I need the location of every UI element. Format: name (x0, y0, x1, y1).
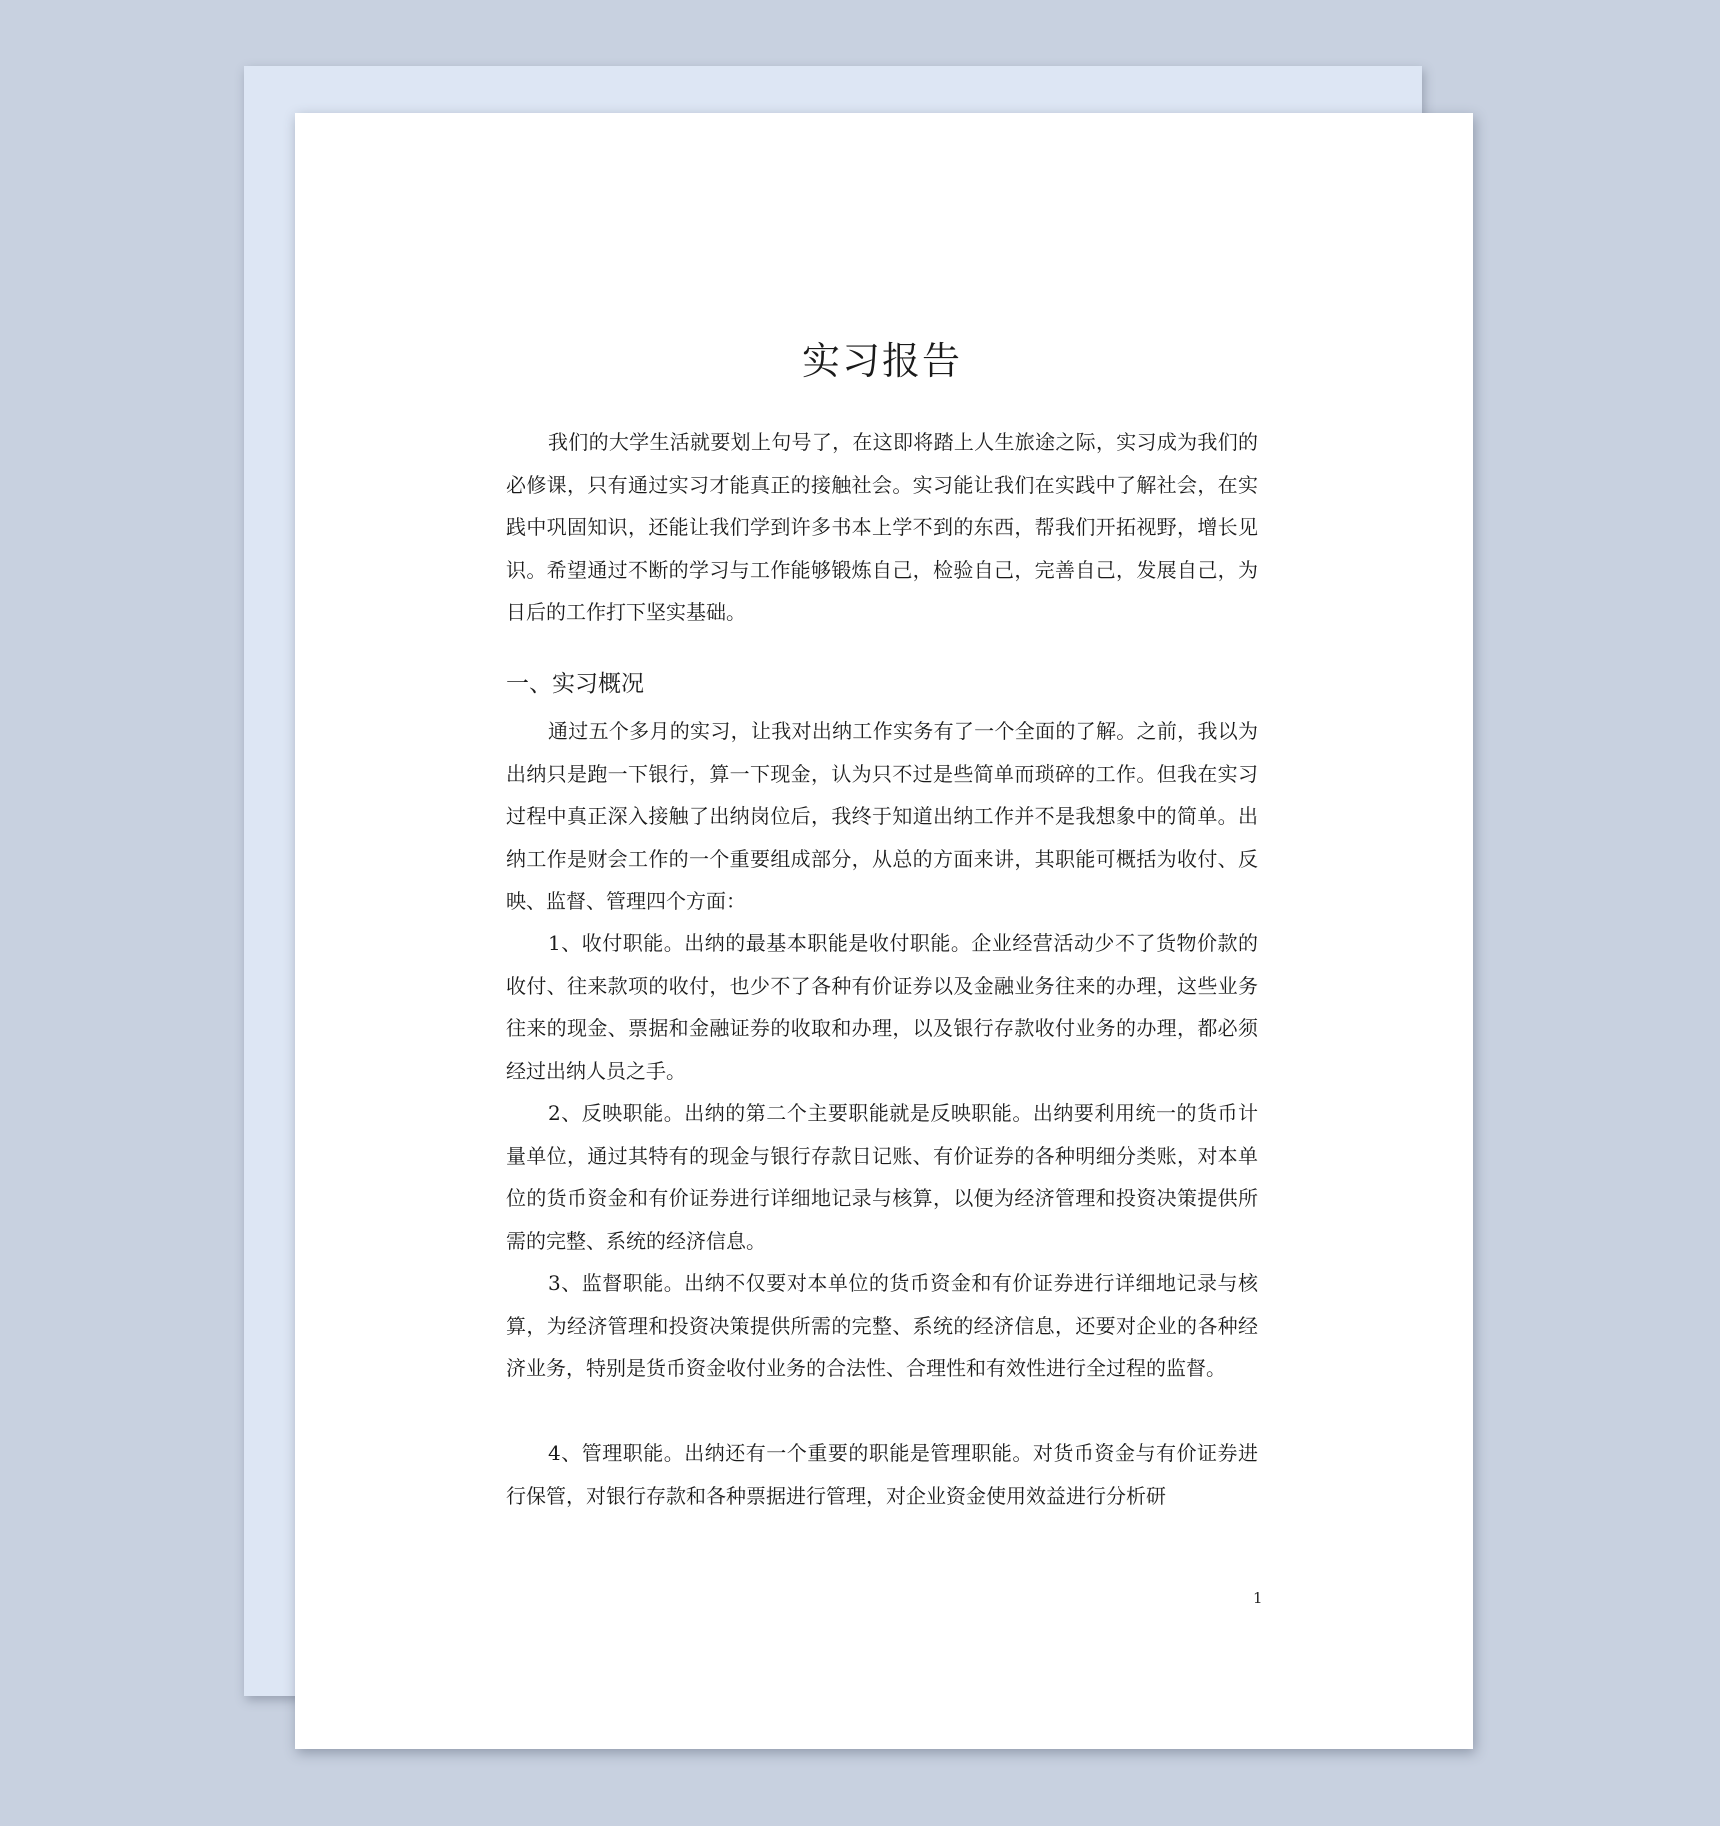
section-heading: 一、实习概况 (506, 671, 644, 697)
body-paragraph: 3、监督职能。出纳不仅要对本单位的货币资金和有价证券进行详细地记录与核算，为经济管理和投资决策提供所需的完整、系统的经济信息，还要对企业的各种经济业务，特别是货币资金收付业务的合法性、合理性和有效性进行全过程的监督。 (506, 1271, 1258, 1380)
page-number: 1 (1253, 1589, 1263, 1607)
document-title: 实习报告 (801, 339, 962, 383)
body-paragraph: 4、管理职能。出纳还有一个重要的职能是管理职能。对货币资金与有价证券进行保管，对银行存款和各种票据进行管理，对企业资金使用效益进行分析研 (506, 1441, 1258, 1508)
document-page (295, 113, 1473, 1749)
body-paragraph: 2、反映职能。出纳的第二个主要职能就是反映职能。出纳要利用统一的货币计量单位，通过其特有的现金与银行存款日记账、有价证券的各种明细分类账，对本单位的货币资金和有价证券进行详细地记录与核算，以便为经济管理和投资决策提供所需的完整、系统的经济信息。 (506, 1101, 1258, 1253)
body-paragraph: 1、收付职能。出纳的最基本职能是收付职能。企业经营活动少不了货物价款的收付、往来款项的收付，也少不了各种有价证券以及金融业务往来的办理，这些业务往来的现金、票据和金融证券的收取和办理，以及银行存款收付业务的办理，都必须经过出纳人员之手。 (506, 931, 1258, 1083)
body-paragraph: 通过五个多月的实习，让我对出纳工作实务有了一个全面的了解。之前，我以为出纳只是跑一下银行，算一下现金，认为只不过是些简单而琐碎的工作。但我在实习过程中真正深入接触了出纳岗位后，我终于知道出纳工作并不是我想象中的简单。出纳工作是财会工作的一个重要组成部分，从总的方面来讲，其职能可概括为收付、反映、监督、管理四个方面： (506, 719, 1258, 913)
intro-paragraph: 我们的大学生活就要划上句号了，在这即将踏上人生旅途之际，实习成为我们的必修课，只有通过实习才能真正的接触社会。实习能让我们在实践中了解社会，在实践中巩固知识，还能让我们学到许多书本上学不到的东西，帮我们开拓视野，增长见识。希望通过不断的学习与工作能够锻炼自己，检验自己，完善自己，发展自己，为日后的工作打下坚实基础。 (506, 430, 1258, 624)
